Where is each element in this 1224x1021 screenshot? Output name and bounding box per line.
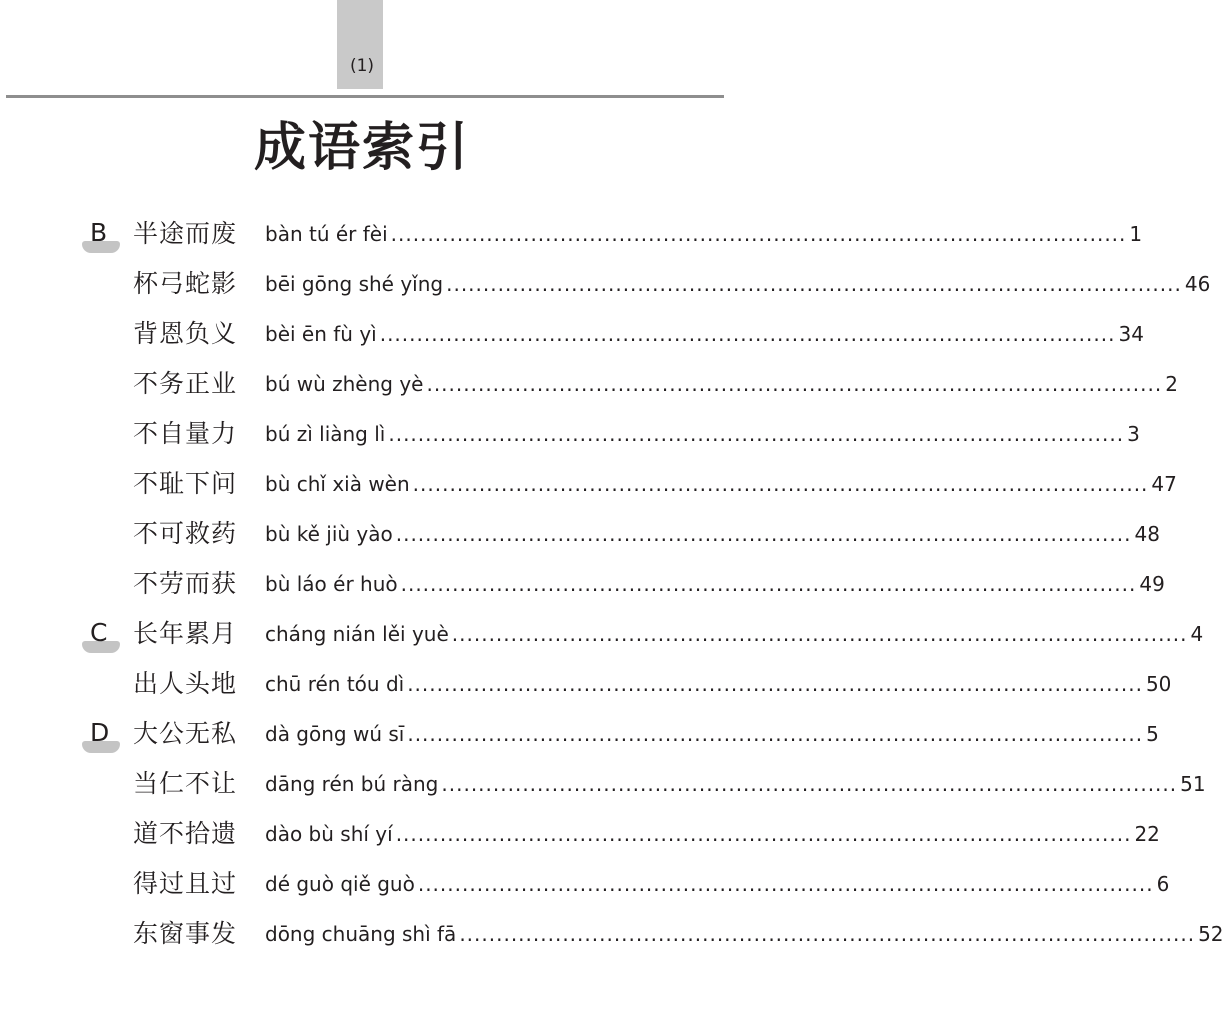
index-entry bbox=[0, 510, 1160, 560]
entry-leader-line bbox=[265, 768, 1206, 800]
entry-page-number: 6 bbox=[1156, 872, 1170, 896]
entry-page-number: 50 bbox=[1145, 672, 1172, 696]
dot-leader: .................................................................................................... bbox=[459, 922, 1196, 946]
pinyin-text: bēi gōng shé yǐng bbox=[265, 272, 444, 296]
idiom-text: 杯弓蛇影 bbox=[133, 269, 238, 298]
idiom-text: 半途而废 bbox=[133, 219, 238, 248]
idiom-text: 不劳而获 bbox=[133, 569, 238, 598]
index-entry bbox=[0, 360, 1178, 410]
index-entry bbox=[0, 810, 1160, 860]
index-entry bbox=[0, 460, 1177, 510]
dot-leader: .................................................................................................... bbox=[390, 222, 1127, 246]
entry-leader-line bbox=[265, 318, 1144, 350]
entry-leader-line bbox=[265, 818, 1160, 850]
pinyin-text: bù láo ér huò bbox=[265, 572, 398, 596]
index-entry bbox=[0, 210, 1143, 260]
entry-leader-line bbox=[265, 518, 1160, 550]
dot-leader: .................................................................................................... bbox=[451, 622, 1188, 646]
idiom-text: 得过且过 bbox=[133, 869, 238, 898]
pinyin-text: chū rén tóu dì bbox=[265, 672, 405, 696]
index-entry bbox=[0, 410, 1140, 460]
entry-leader-line bbox=[265, 618, 1204, 650]
entry-page-number: 52 bbox=[1198, 922, 1224, 946]
entry-page-number: 46 bbox=[1184, 272, 1211, 296]
dot-leader: .................................................................................................... bbox=[426, 372, 1163, 396]
entry-page-number: 1 bbox=[1129, 222, 1143, 246]
entry-leader-line bbox=[265, 918, 1224, 950]
dot-leader: .................................................................................................... bbox=[417, 872, 1154, 896]
entry-leader-line bbox=[265, 868, 1170, 900]
idiom-text: 长年累月 bbox=[133, 619, 238, 648]
entry-page-number: 2 bbox=[1165, 372, 1178, 396]
dot-leader: .................................................................................................... bbox=[412, 472, 1149, 496]
section-letter: B bbox=[90, 218, 108, 247]
entry-leader-line bbox=[265, 268, 1211, 300]
idiom-text: 出人头地 bbox=[133, 669, 238, 698]
pinyin-text: dà gōng wú sī bbox=[265, 722, 405, 746]
letter-badge bbox=[82, 619, 120, 653]
pinyin-text: bú wù zhèng yè bbox=[265, 372, 424, 396]
index-entry bbox=[0, 860, 1170, 910]
entry-leader-line bbox=[265, 468, 1177, 500]
dot-leader: .................................................................................................... bbox=[395, 822, 1132, 846]
idiom-text: 背恩负义 bbox=[133, 319, 238, 348]
dot-leader: .................................................................................................... bbox=[395, 522, 1132, 546]
idiom-text: 不耻下问 bbox=[133, 469, 238, 498]
section-letter: D bbox=[90, 718, 110, 747]
idiom-text: 当仁不让 bbox=[133, 769, 238, 798]
index-entry bbox=[0, 260, 1211, 310]
idiom-text: 道不拾遗 bbox=[133, 819, 238, 848]
header-rule bbox=[6, 95, 724, 98]
entry-page-number: 22 bbox=[1134, 822, 1160, 846]
index-entry bbox=[0, 610, 1204, 660]
entry-page-number: 3 bbox=[1127, 422, 1140, 446]
dot-leader: .................................................................................................... bbox=[400, 572, 1137, 596]
index-entry bbox=[0, 760, 1206, 810]
pinyin-text: dào bù shí yí bbox=[265, 822, 393, 846]
letter-badge bbox=[82, 719, 120, 753]
entry-page-number: 48 bbox=[1134, 522, 1160, 546]
index-entry bbox=[0, 560, 1165, 610]
page-title: 成语索引 bbox=[253, 118, 470, 178]
entry-page-number: 5 bbox=[1146, 722, 1159, 746]
entry-leader-line bbox=[265, 418, 1140, 450]
pinyin-text: bèi ēn fù yì bbox=[265, 322, 377, 346]
page-number: (1) bbox=[349, 56, 375, 76]
index-entry bbox=[0, 660, 1172, 710]
entry-page-number: 47 bbox=[1151, 472, 1177, 496]
pinyin-text: cháng nián lěi yuè bbox=[265, 622, 449, 646]
entry-page-number: 34 bbox=[1118, 322, 1144, 346]
entry-leader-line bbox=[265, 218, 1143, 250]
dot-leader: .................................................................................................... bbox=[441, 772, 1178, 796]
dot-leader: .................................................................................................... bbox=[407, 722, 1144, 746]
entry-leader-line bbox=[265, 718, 1159, 750]
pinyin-text: dāng rén bú ràng bbox=[265, 772, 439, 796]
dot-leader: .................................................................................................... bbox=[407, 672, 1143, 696]
letter-badge bbox=[82, 219, 120, 253]
entry-leader-line bbox=[265, 568, 1165, 600]
index-entry bbox=[0, 710, 1159, 760]
idiom-index-list bbox=[0, 210, 1224, 960]
index-entry bbox=[0, 310, 1144, 360]
section-letter: C bbox=[90, 618, 108, 647]
pinyin-text: bù kě jiù yào bbox=[265, 522, 393, 546]
entry-page-number: 4 bbox=[1190, 622, 1204, 646]
pinyin-text: bù chǐ xià wèn bbox=[265, 472, 410, 496]
dot-leader: .................................................................................................... bbox=[446, 272, 1182, 296]
idiom-text: 不可救药 bbox=[133, 519, 238, 548]
pinyin-text: bàn tú ér fèi bbox=[265, 222, 388, 246]
entry-leader-line bbox=[265, 668, 1172, 700]
entry-page-number: 51 bbox=[1180, 772, 1206, 796]
idiom-text: 不自量力 bbox=[133, 419, 238, 448]
entry-page-number: 49 bbox=[1139, 572, 1165, 596]
dot-leader: .................................................................................................... bbox=[379, 322, 1116, 346]
entry-leader-line bbox=[265, 368, 1178, 400]
pinyin-text: bú zì liàng lì bbox=[265, 422, 386, 446]
dot-leader: .................................................................................................... bbox=[388, 422, 1125, 446]
idiom-text: 大公无私 bbox=[133, 719, 238, 748]
pinyin-text: dōng chuāng shì fā bbox=[265, 922, 457, 946]
idiom-text: 东窗事发 bbox=[133, 919, 238, 948]
index-entry bbox=[0, 910, 1224, 960]
idiom-text: 不务正业 bbox=[133, 369, 238, 398]
pinyin-text: dé guò qiě guò bbox=[265, 872, 415, 896]
